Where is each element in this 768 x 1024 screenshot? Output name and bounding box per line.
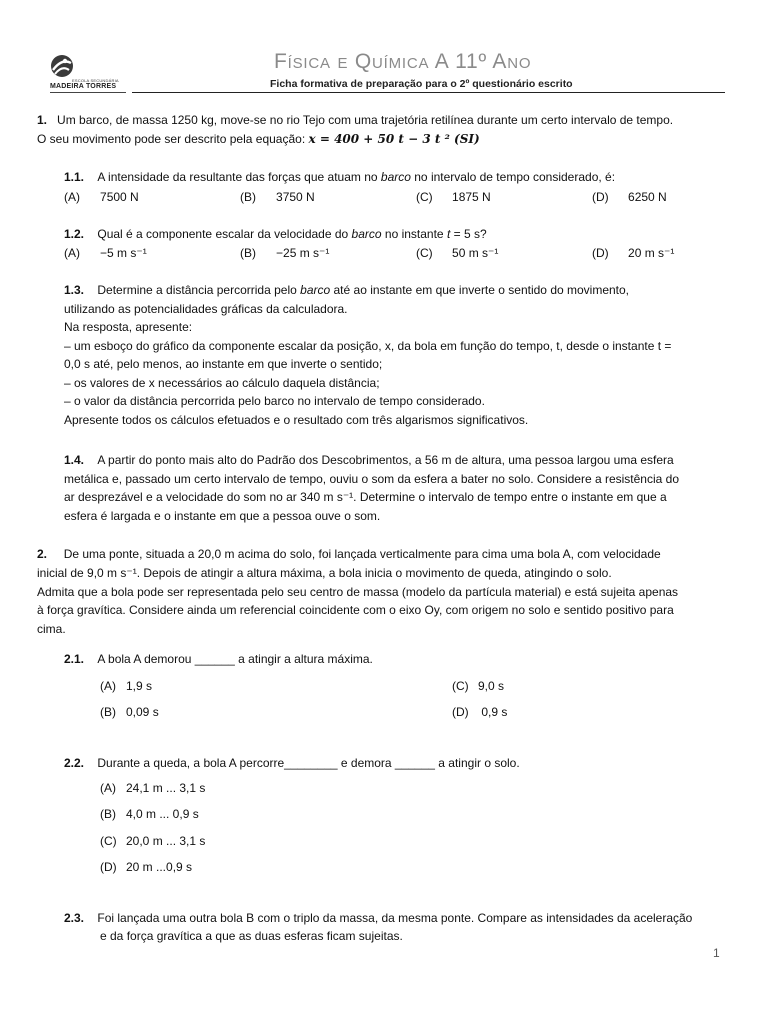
q2-3-line2: e da força gravítica a que as duas esferas ficam sujeitas. bbox=[100, 929, 403, 943]
q1-1-option-c[interactable]: (C) 1875 N bbox=[416, 190, 491, 204]
q1-2-number: 1.2. bbox=[64, 227, 85, 241]
q1-1-option-d[interactable]: (D) 6250 N bbox=[592, 190, 667, 204]
q1-equation: x = 400 + 50 t − 3 t ² (SI) bbox=[308, 132, 480, 146]
q1-line1 bbox=[37, 111, 673, 130]
q1-1-text-italic: barco bbox=[380, 170, 411, 184]
q2-2-statement: 2.2. Durante a queda, a bola A percorre________ e demora ______ a atingir o solo. bbox=[64, 756, 520, 770]
q1-2-option-b[interactable]: (B) −25 m s⁻¹ bbox=[240, 246, 330, 260]
q2-1-statement: 2.1. A bola A demorou ______ a atingir a altura máxima. bbox=[64, 652, 373, 666]
q1-3-line2: utilizando as potencialidades gráficas da calculadora. bbox=[64, 302, 348, 316]
q1-text-line2: O seu movimento pode ser descrito pela equação: bbox=[37, 132, 309, 146]
page-title: Física e Química A 11º Ano bbox=[274, 50, 532, 73]
q1-2-statement: 1.2. Qual é a componente escalar da velocidade do barco no instante t = 5 s? bbox=[64, 227, 487, 241]
q2-1-option-d[interactable]: (D) 0,9 s bbox=[452, 705, 508, 719]
q1-line2 bbox=[37, 130, 480, 149]
q1-4-line3: ar desprezável e a velocidade do som no ar 340 m s⁻¹. Determine o intervalo de tempo entre o instante em que a bbox=[64, 490, 667, 504]
logo-school-name: MADEIRA TORRES bbox=[50, 83, 117, 90]
school-logo bbox=[50, 54, 130, 94]
q2-line4: à força gravítica. Considere ainda um referencial coincidente com o eixo Oy, com origem no solo e sentido positivo para bbox=[37, 603, 674, 617]
q2-2-option-c[interactable]: (C) 20,0 m ... 3,1 s bbox=[100, 834, 206, 848]
q2-line2: inicial de 9,0 m s⁻¹. Depois de atingir a altura máxima, a bola inicia o movimento de queda, atingindo o solo. bbox=[37, 566, 612, 580]
q1-3-line3: Na resposta, apresente: bbox=[64, 320, 193, 334]
q1-number: 1. bbox=[37, 113, 48, 127]
q2-line3: Admita que a bola pode ser representada pelo seu centro de massa (modelo da partícula material) e está sujeita apenas bbox=[37, 585, 679, 599]
q2-line1: 2. De uma ponte, situada a 20,0 m acima do solo, foi lançada verticalmente para cima uma bola A, com velocidade bbox=[37, 547, 661, 561]
q1-text-line1: Um barco, de massa 1250 kg, move-se no rio Tejo com uma trajetória retilínea durante um certo intervalo de tempo. bbox=[57, 113, 674, 127]
header-divider bbox=[132, 92, 725, 93]
q1-1-text-b: no intervalo de tempo considerado, é: bbox=[410, 170, 616, 184]
logo-underline bbox=[50, 92, 126, 93]
logo-emblem-icon bbox=[50, 54, 74, 78]
q2-2-option-a[interactable]: (A) 24,1 m ... 3,1 s bbox=[100, 781, 206, 795]
q1-1-text-a: A intensidade da resultante das forças que atuam no bbox=[97, 170, 381, 184]
q2-1-number: 2.1. bbox=[64, 652, 85, 666]
page-subtitle: Ficha formativa de preparação para o 2º questionário escrito bbox=[270, 78, 573, 90]
q2-2-option-b[interactable]: (B) 4,0 m ... 0,9 s bbox=[100, 807, 199, 821]
q1-3-line8: Apresente todos os cálculos efetuados e o resultado com três algarismos significativos. bbox=[64, 413, 529, 427]
q2-1-option-c[interactable]: (C) 9,0 s bbox=[452, 679, 505, 693]
q2-2-option-d[interactable]: (D) 20 m ...0,9 s bbox=[100, 860, 193, 874]
q2-3-line1: 2.3. Foi lançada uma outra bola B com o triplo da massa, da mesma ponte. Compare as intensidades da aceleração bbox=[64, 911, 693, 925]
logo-caption: ESCOLA SECUNDÁRIA bbox=[72, 78, 119, 83]
q1-1-option-a[interactable]: (A) 7500 N bbox=[64, 190, 139, 204]
q2-3-number: 2.3. bbox=[64, 911, 85, 925]
q2-1-option-b[interactable]: (B) 0,09 s bbox=[100, 705, 159, 719]
q1-2-option-d[interactable]: (D) 20 m s⁻¹ bbox=[592, 246, 675, 260]
q1-3-line7: – o valor da distância percorrida pelo barco no intervalo de tempo considerado. bbox=[64, 394, 485, 408]
q2-1-option-a[interactable]: (A) 1,9 s bbox=[100, 679, 153, 693]
q1-4-number: 1.4. bbox=[64, 453, 85, 467]
q1-4-line4: esfera é largada e o instante em que a pessoa ouve o som. bbox=[64, 509, 381, 523]
q1-3-line5: 0,0 s até, pelo menos, ao instante em que inverte o sentido; bbox=[64, 357, 383, 371]
q1-2-option-c[interactable]: (C) 50 m s⁻¹ bbox=[416, 246, 499, 260]
q1-1-number: 1.1. bbox=[64, 170, 85, 184]
page-number: 1 bbox=[713, 946, 720, 960]
q1-3-line4: – um esboço do gráfico da componente escalar da posição, x, da bola em função do tempo, t, desde o instante t = bbox=[64, 339, 672, 353]
q1-3-line1: 1.3. Determine a distância percorrida pelo barco até ao instante em que inverte o sentido do movimento, bbox=[64, 283, 630, 297]
q1-2-option-a[interactable]: (A) −5 m s⁻¹ bbox=[64, 246, 147, 260]
q1-1-statement bbox=[64, 168, 615, 187]
q2-number: 2. bbox=[37, 547, 48, 561]
q1-1-option-b[interactable]: (B) 3750 N bbox=[240, 190, 315, 204]
q2-line5: cima. bbox=[37, 622, 66, 636]
q2-2-number: 2.2. bbox=[64, 756, 85, 770]
q1-4-line2: metálica e, passado um certo intervalo de tempo, ouviu o som da esfera a bater no solo. Considere a resistência do bbox=[64, 472, 680, 486]
q1-3-number: 1.3. bbox=[64, 283, 85, 297]
q1-3-line6: – os valores de x necessários ao cálculo daquela distância; bbox=[64, 376, 380, 390]
q1-4-line1: 1.4. A partir do ponto mais alto do Padrão dos Descobrimentos, a 56 m de altura, uma pessoa largou uma esfera bbox=[64, 453, 674, 467]
